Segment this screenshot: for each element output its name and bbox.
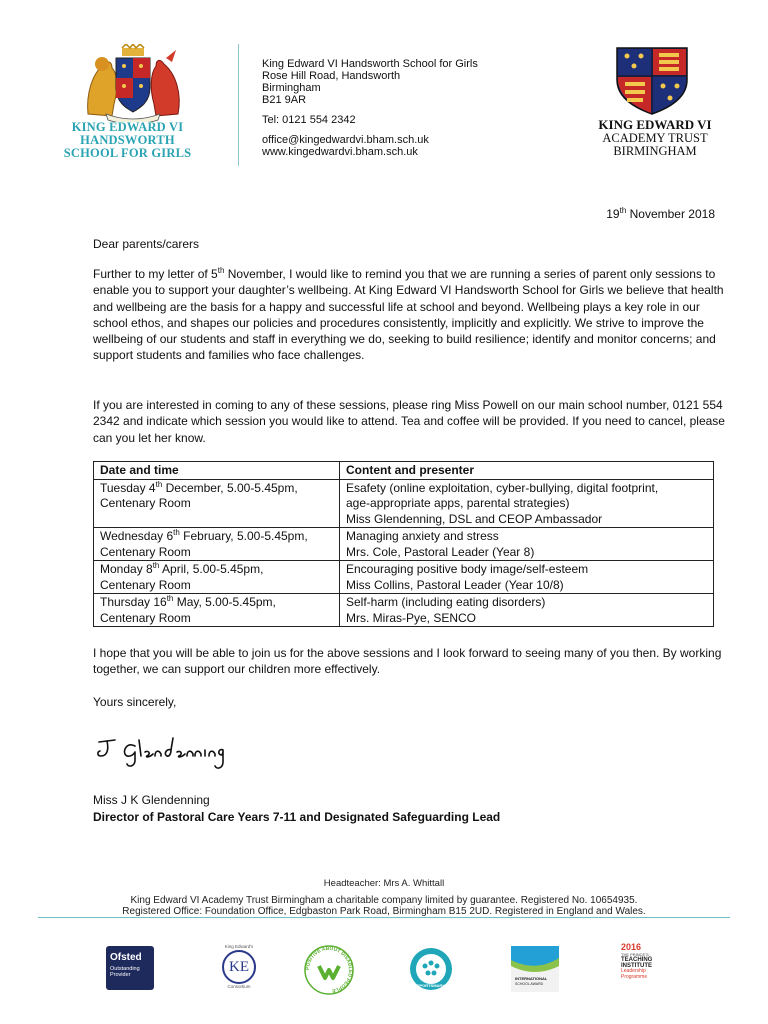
headteacher-line: Headteacher: Mrs A. Whittall xyxy=(323,878,445,889)
teaching-text: Programme xyxy=(621,973,648,980)
session-content-line: Managing anxiety and stress xyxy=(346,529,499,543)
session-day: Tuesday 4 xyxy=(100,480,156,495)
table-row xyxy=(94,528,714,561)
session-date-cell xyxy=(94,594,340,627)
address-line: B21 9AR xyxy=(262,94,307,106)
intl-award-text: SCHOOL AWARD xyxy=(515,982,544,986)
session-day-suffix: th xyxy=(166,594,174,603)
session-when: April, 5.00-5.45pm, xyxy=(159,562,264,576)
session-content-cell xyxy=(340,594,714,627)
consortium-mark: KE xyxy=(222,950,256,984)
paragraph-closing: I hope that you will be able to join us for the above sessions and I look forward to seeing many of you then. By working together, we can support our children more effectively. xyxy=(93,646,722,677)
address-line: Birmingham xyxy=(262,82,321,94)
date-suffix: th xyxy=(619,206,627,215)
teaching-year: 2016 xyxy=(621,942,642,952)
table-row xyxy=(94,561,714,594)
session-content-line: age-appropriate apps, parental strategies) xyxy=(346,496,570,510)
consortium-text: Consortium xyxy=(227,984,251,989)
footer-company-line: King Edward VI Academy Trust Birmingham a charitable company limited by guarantee. Registered No. 10654935. xyxy=(130,895,638,906)
date-day: 19 xyxy=(606,207,620,221)
school-address xyxy=(262,58,478,158)
session-date-cell xyxy=(94,479,340,528)
session-content-line: Mrs. Miras-Pye, SENCO xyxy=(346,610,477,625)
session-content-cell xyxy=(340,561,714,594)
school-crest-logo xyxy=(78,44,188,122)
ke-consortium-logo xyxy=(214,944,264,992)
column-header-date: Date and time xyxy=(94,462,340,480)
paragraph-intro xyxy=(93,266,725,364)
session-content-cell xyxy=(340,528,714,561)
disabled-ring-text: POSITIVE ABOUT DISABLED PEOPLE xyxy=(304,945,354,994)
session-day: Thursday 16 xyxy=(100,595,167,609)
footer-office-line: Registered Office: Foundation Office, Edgbaston Park Road, Birmingham B15 2UD. Registered in England and Wales. xyxy=(122,906,646,917)
telephone: Tel: 0121 554 2342 xyxy=(262,114,356,126)
salutation: Dear parents/carers xyxy=(93,237,200,251)
session-content-line: Encouraging positive body image/self-esteem xyxy=(346,562,589,576)
address-line: King Edward VI Handsworth School for Girls xyxy=(262,58,478,70)
intl-award-text: INTERNATIONAL xyxy=(515,976,548,981)
session-date-cell xyxy=(94,528,340,561)
table-row xyxy=(94,479,714,528)
letter-date xyxy=(606,203,715,222)
ofsted-text: Ofsted xyxy=(110,952,142,963)
footer-divider xyxy=(38,917,730,918)
school-name-line: KING EDWARD VI xyxy=(71,120,184,134)
table-header-row xyxy=(94,462,714,480)
trust-shield-logo xyxy=(613,46,691,116)
trust-name-line: ACADEMY TRUST xyxy=(602,130,708,145)
para-text: Further to my letter of 5 xyxy=(93,267,218,281)
session-when: December, 5.00-5.45pm, xyxy=(162,480,298,495)
header-divider xyxy=(238,44,239,166)
session-room: Centenary Room xyxy=(100,577,191,592)
ofsted-outstanding-logo xyxy=(106,946,154,990)
session-date-cell xyxy=(94,561,340,594)
trust-name xyxy=(590,118,720,159)
session-room: Centenary Room xyxy=(100,610,191,625)
session-content-line: Miss Collins, Pastoral Leader (Year 10/8) xyxy=(346,577,564,592)
trust-name-line: KING EDWARD VI xyxy=(598,117,712,132)
email-address: office@kingedwardvi.bham.sch.uk xyxy=(262,134,429,146)
teaching-text: Leadership xyxy=(621,968,646,974)
session-content-line: Mrs. Cole, Pastoral Leader (Year 8) xyxy=(346,544,535,559)
para-text: November, I would like to remind you that we are running a series of parent only sessions to enable you to support your daughter’s wellbeing. At King Edward VI Handsworth School for Girls we believe that health and wellbeing are the basis for a happy and successful life at school and beyond. Wellbeing plays a key role in our school ethos, and shapes our policies and procedures consistently, implicitly and explicitly. We strive to improve the wellbeing of our students and staff in everything we do, seeking to build resilience; identify and monitor concerns; and support students and families who face challenges. xyxy=(93,267,724,363)
address-line: Rose Hill Road, Handsworth xyxy=(262,70,401,82)
session-day-suffix: th xyxy=(173,528,180,537)
session-when: February, 5.00-5.45pm, xyxy=(179,529,308,543)
table-row xyxy=(94,594,714,627)
closing-phrase: Yours sincerely, xyxy=(93,695,177,709)
school-name-line: HANDSWORTH xyxy=(80,133,175,147)
session-content-line: Esafety (online exploitation, cyber-bullying, digital footprint, xyxy=(346,480,659,495)
ofsted-text: Outstanding xyxy=(110,966,140,972)
session-day-suffix: th xyxy=(152,561,160,570)
teaching-text: TEACHING xyxy=(621,957,653,963)
school-name-line: SCHOOL FOR GIRLS xyxy=(63,146,192,160)
session-room: Centenary Room xyxy=(100,496,191,510)
sportsmark-text: SPORTSMARK xyxy=(416,983,446,988)
session-day: Monday 8 xyxy=(100,562,153,576)
session-when: May, 5.00-5.45pm, xyxy=(173,595,276,609)
session-content-cell xyxy=(340,479,714,528)
princes-teaching-institute-logo xyxy=(615,942,661,994)
signatory-name: Miss J K Glendenning xyxy=(93,793,210,807)
session-day: Wednesday 6 xyxy=(100,529,174,543)
signatory-title: Director of Pastoral Care Years 7-11 and Designated Safeguarding Lead xyxy=(93,810,501,824)
school-name xyxy=(40,121,215,160)
session-content-line: Miss Glendenning, DSL and CEOP Ambassador xyxy=(346,511,603,526)
positive-about-disabled-people-logo xyxy=(303,944,355,996)
date-rest: November 2018 xyxy=(626,207,715,221)
session-content-line: Self-harm (including eating disorders) xyxy=(346,595,546,609)
column-header-content: Content and presenter xyxy=(340,462,714,480)
session-day-suffix: th xyxy=(155,479,163,489)
teaching-text: THE PRINCE'S xyxy=(621,952,649,957)
website: www.kingedwardvi.bham.sch.uk xyxy=(262,146,418,158)
international-school-award-logo xyxy=(511,946,559,992)
teaching-text: INSTITUTE xyxy=(621,963,652,969)
session-room: Centenary Room xyxy=(100,544,191,559)
sportsmark-logo xyxy=(408,946,454,992)
paragraph-booking: If you are interested in coming to any of these sessions, please ring Miss Powell on our main school number, 0121 554 2342 and indicate which session you would like to attend. Tea and coffee will be provided. If you need to cancel, please can you let her know. xyxy=(93,398,725,445)
trust-name-line: BIRMINGHAM xyxy=(613,144,697,158)
para-sup: th xyxy=(217,266,225,275)
consortium-text: King Edward's xyxy=(224,944,254,949)
handwritten-signature xyxy=(95,734,225,778)
sessions-table xyxy=(93,461,714,627)
ofsted-text: Provider xyxy=(110,972,131,978)
